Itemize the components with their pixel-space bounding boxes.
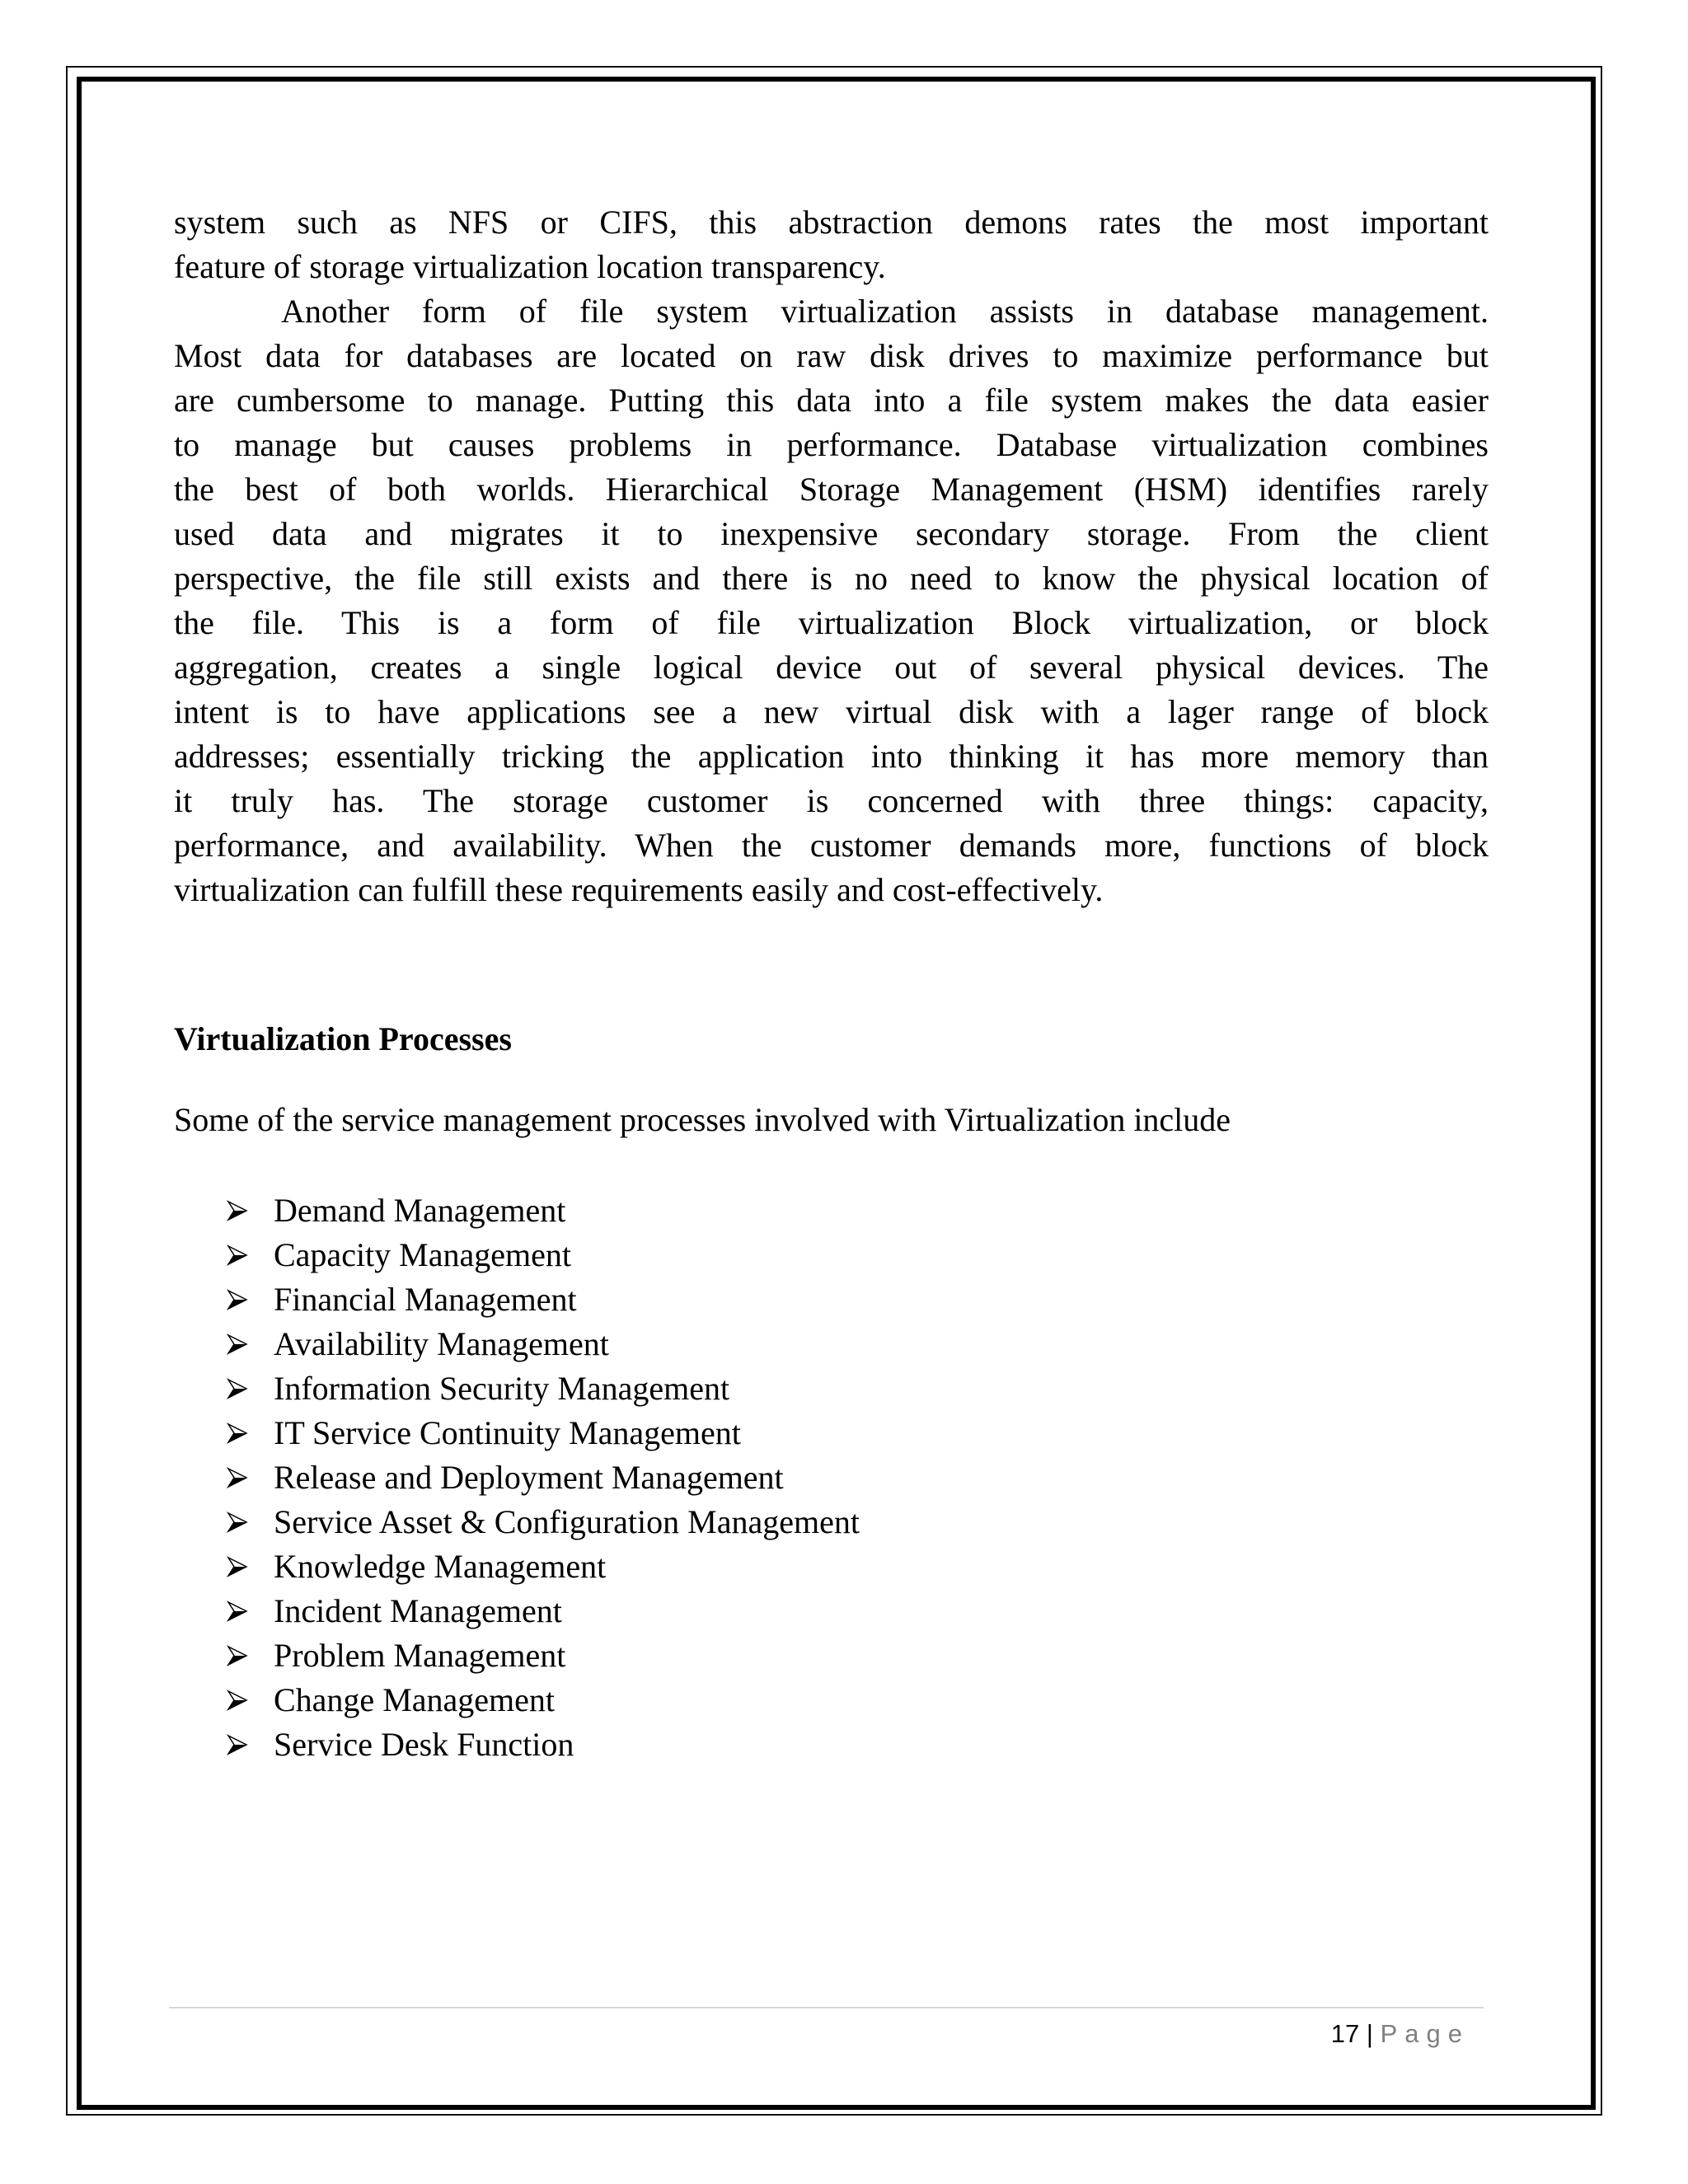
text-line: used data and migrates it to inexpensive secondary storage. From the client [174,515,1489,552]
list-item [227,1678,860,1722]
text-line: the file. This is a form of file virtualization Block virtualization, or block [174,604,1489,641]
footer-divider [169,2007,1484,2008]
process-list [227,1188,860,1767]
text-line: aggregation, creates a single logical device out of several physical devices. The [174,649,1489,686]
arrow-bullet-icon [227,1589,274,1633]
arrow-bullet-icon [227,1322,274,1366]
arrow-bullet-icon [227,1633,274,1678]
arrow-bullet-icon [227,1188,274,1233]
page-label: Page [1380,2019,1470,2048]
list-item-label: Release and Deployment Management [274,1459,784,1496]
list-item-label: Service Desk Function [274,1726,574,1763]
text-line: to manage but causes problems in performance. Database virtualization combines [174,426,1489,463]
list-item-label: Knowledge Management [274,1548,607,1585]
page-number: 17 [1330,2019,1360,2048]
list-item-label: Change Management [274,1681,555,1718]
footer-separator: | [1366,2019,1373,2048]
text-line: Most data for databases are located on raw disk drives to maximize performance but [174,337,1489,374]
text-line: perspective, the file still exists and there is no need to know the physical location of [174,560,1489,597]
arrow-bullet-icon [227,1544,274,1589]
text-line: addresses; essentially tricking the application into thinking it has more memory than [174,738,1489,775]
arrow-bullet-icon [227,1455,274,1500]
list-item [227,1277,860,1322]
text-line: the best of both worlds. Hierarchical Storage Management (HSM) identifies rarely [174,471,1489,508]
text-line: Another form of file system virtualization assists in database management. [281,293,1489,330]
arrow-bullet-icon [227,1366,274,1411]
arrow-bullet-icon [227,1678,274,1722]
list-item-label: Capacity Management [274,1236,571,1273]
list-item [227,1233,860,1277]
list-item [227,1544,860,1589]
list-item-label: IT Service Continuity Management [274,1414,741,1451]
text-line: it truly has. The storage customer is concerned with three things: capacity, [174,782,1489,819]
section-heading: Virtualization Processes [174,1020,512,1057]
list-item-label: Incident Management [274,1592,562,1629]
page-footer [1331,2018,1470,2050]
list-item [227,1366,860,1411]
list-item [227,1500,860,1544]
text-line: performance, and availability. When the customer demands more, functions of block [174,827,1489,864]
arrow-bullet-icon [227,1411,274,1455]
list-item-label: Problem Management [274,1637,566,1674]
list-item-label: Financial Management [274,1281,577,1318]
section-intro: Some of the service management processes involved with Virtualization include [174,1101,1231,1138]
list-item [227,1589,860,1633]
list-item [227,1722,860,1767]
text-line: are cumbersome to manage. Putting this data into a file system makes the data easier [174,382,1489,419]
list-item [227,1411,860,1455]
arrow-bullet-icon [227,1233,274,1277]
text-line: virtualization can fulfill these requirements easily and cost-effectively. [174,871,1104,908]
list-item-label: Information Security Management [274,1370,730,1407]
list-item [227,1633,860,1678]
list-item [227,1455,860,1500]
list-item [227,1322,860,1366]
list-item-label: Service Asset & Configuration Management [274,1503,860,1540]
list-item-label: Demand Management [274,1192,566,1229]
text-line: feature of storage virtualization location transparency. [174,248,886,285]
text-line: system such as NFS or CIFS, this abstraction demons rates the most important [174,204,1489,241]
text-line: intent is to have applications see a new virtual disk with a lager range of block [174,693,1489,730]
list-item-label: Availability Management [274,1325,609,1362]
list-item [227,1188,860,1233]
arrow-bullet-icon [227,1722,274,1767]
arrow-bullet-icon [227,1277,274,1322]
paragraph-file-virtualization [174,289,1489,912]
arrow-bullet-icon [227,1500,274,1544]
paragraph-continued [174,200,1489,289]
